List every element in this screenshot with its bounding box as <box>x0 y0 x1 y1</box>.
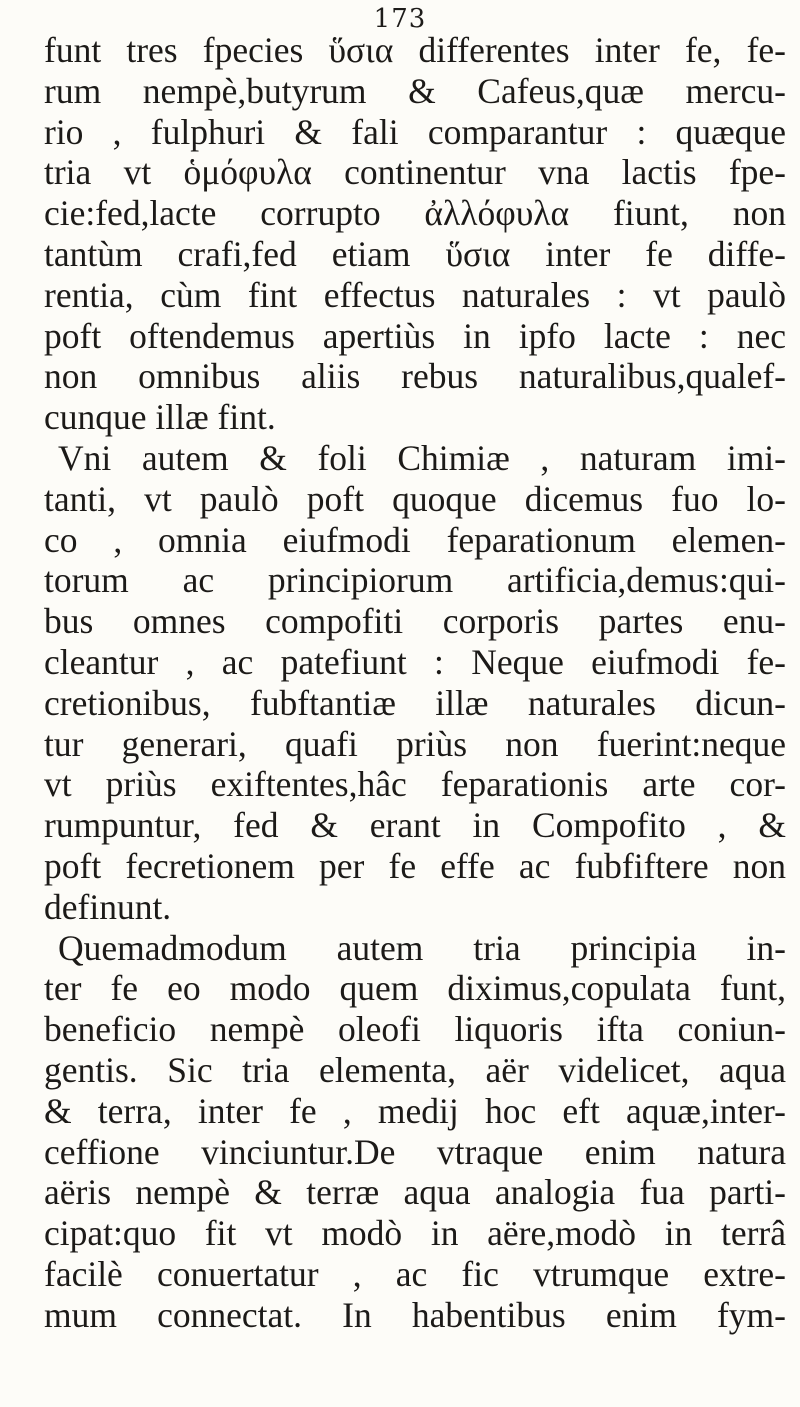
body-text <box>44 30 786 1336</box>
text-line: cleantur , ac patefiunt : Neque eiufmodi fe- <box>44 641 786 682</box>
text-line: co , omnia eiufmodi feparationum elemen- <box>44 519 786 560</box>
text-line: ter fe eo modo quem diximus,copulata funt, <box>44 968 786 1009</box>
text-line: & terra, inter fe , medij hoc eft aquæ,inter- <box>44 1090 786 1131</box>
text-line: tur generari, quafi priùs non fuerint:neque <box>44 723 786 764</box>
text-line: rentia, cùm fint effectus naturales : vt paulò <box>44 274 786 315</box>
text-line: aëris nempè & terræ aqua analogia fua parti- <box>44 1172 786 1213</box>
text-line: funt tres fpecies ὕσια differentes inter fe, fe- <box>44 30 786 70</box>
text-line: cunque illæ fint. <box>44 397 276 438</box>
text-line: tria vt ὁμόφυλα continentur vna lactis fpe- <box>44 152 786 193</box>
text-line: tanti, vt paulò poft quoque dicemus fuo lo- <box>44 478 786 519</box>
text-line: beneficio nempè oleofi liquoris ifta coniun- <box>44 1009 786 1050</box>
text-line: tantùm crafi,fed etiam ὕσια inter fe diffe- <box>44 233 786 274</box>
text-line: vt priùs exiftentes,hâc feparationis arte cor- <box>44 764 786 805</box>
text-line: poft oftendemus apertiùs in ipfo lacte : nec <box>44 315 786 356</box>
text-line: rum nempè,butyrum & Cafeus,quæ mercu- <box>44 70 786 111</box>
text-line: poft fecretionem per fe effe ac fubfiftere non <box>44 845 786 886</box>
text-line: cretionibus, fubftantiæ illæ naturales dicun- <box>44 682 786 723</box>
page-number: 173 <box>373 4 427 34</box>
text-line: rumpuntur, fed & erant in Compofito , & <box>44 805 786 846</box>
text-line: non omnibus aliis rebus naturalibus,qualef- <box>44 356 786 397</box>
text-line: Quemadmodum autem tria principia in- <box>58 927 786 968</box>
text-line: facilè conuertatur , ac fic vtrumque extre- <box>44 1253 786 1294</box>
text-line: bus omnes compofiti corporis partes enu- <box>44 601 786 642</box>
text-line: rio , fulphuri & fali comparantur : quæque <box>44 111 786 152</box>
text-line: gentis. Sic tria elementa, aër videlicet, aqua <box>44 1049 786 1090</box>
text-line: cie:fed,lacte corrupto ἀλλόφυλα fiunt, non <box>44 193 786 234</box>
text-line: cipat:quo fit vt modò in aëre,modò in terrâ <box>44 1213 786 1254</box>
text-line: torum ac principiorum artificia,demus:qui- <box>44 560 786 601</box>
text-line: Vni autem & foli Chimiæ , naturam imi- <box>58 437 786 478</box>
text-line: definunt. <box>44 886 172 927</box>
text-line: mum connectat. In habentibus enim fym- <box>44 1294 786 1335</box>
text-line: ceffione vinciuntur.De vtraque enim natura <box>44 1131 786 1172</box>
